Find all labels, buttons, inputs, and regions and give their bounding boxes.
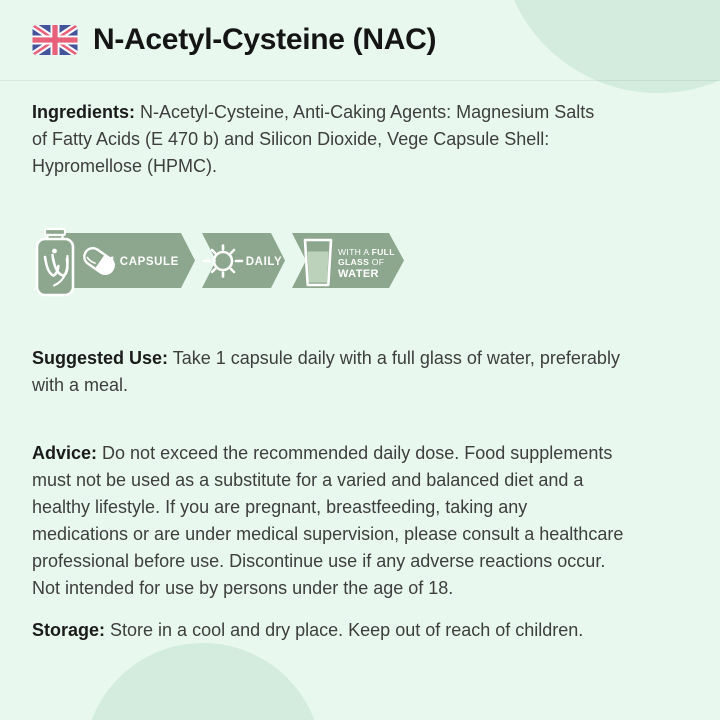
paragraph-label: Advice: [32,443,98,463]
text-line: healthy lifestyle. If you are pregnant, breastfeeding, taking any [32,497,528,517]
text-line: medications or are under medical supervision, please consult a healthcare [32,524,624,544]
water-step-label-line1: WITH A FULL [338,247,395,257]
supplement-bottle-icon [37,229,73,295]
text-line: with a meal. [32,375,129,395]
text-line: Not intended for use by persons under the age of 18. [32,578,454,598]
uk-flag-icon [32,25,78,55]
text-line: Advice: Do not exceed the recommended daily dose. Food supplements [32,443,613,463]
daily-step-label: DAILY [245,256,283,268]
ingredients-paragraph [32,99,692,180]
dosage-step-water [292,233,404,288]
text-line: Hypromellose (HPMC). [32,156,218,176]
storage-paragraph [32,617,692,644]
water-step-label-line2: GLASS OF [338,257,385,267]
suggested-use-paragraph [32,345,692,399]
dosage-step-daily [202,233,285,288]
header [32,18,688,62]
advice-paragraph [32,440,692,602]
text-line: of Fatty Acids (E 470 b) and Silicon Dioxide, Vege Capsule Shell: [32,129,550,149]
capsule-step-label: 1 CAPSULE [109,256,179,268]
text-line: must not be used as a substitute for a varied and balanced diet and a [32,470,584,490]
text-line: Ingredients: N-Acetyl-Cysteine, Anti-Caking Agents: Magnesium Salts [32,102,595,122]
paragraph-label: Ingredients: [32,102,136,122]
text-line: Suggested Use: Take 1 capsule daily with a full glass of water, preferably [32,348,620,368]
text-line: professional before use. Discontinue use if any adverse reactions occur. [32,551,606,571]
header-divider [0,80,720,81]
paragraph-label: Suggested Use: [32,348,169,368]
text-line: Storage: Store in a cool and dry place. Keep out of reach of children. [32,620,584,640]
dosage-banner [35,225,407,305]
water-step-label-line3: WATER [338,268,379,280]
paragraph-label: Storage: [32,620,106,640]
page-title: N-Acetyl-Cysteine (NAC) [93,23,437,56]
decorative-circle-bottom [84,643,322,720]
